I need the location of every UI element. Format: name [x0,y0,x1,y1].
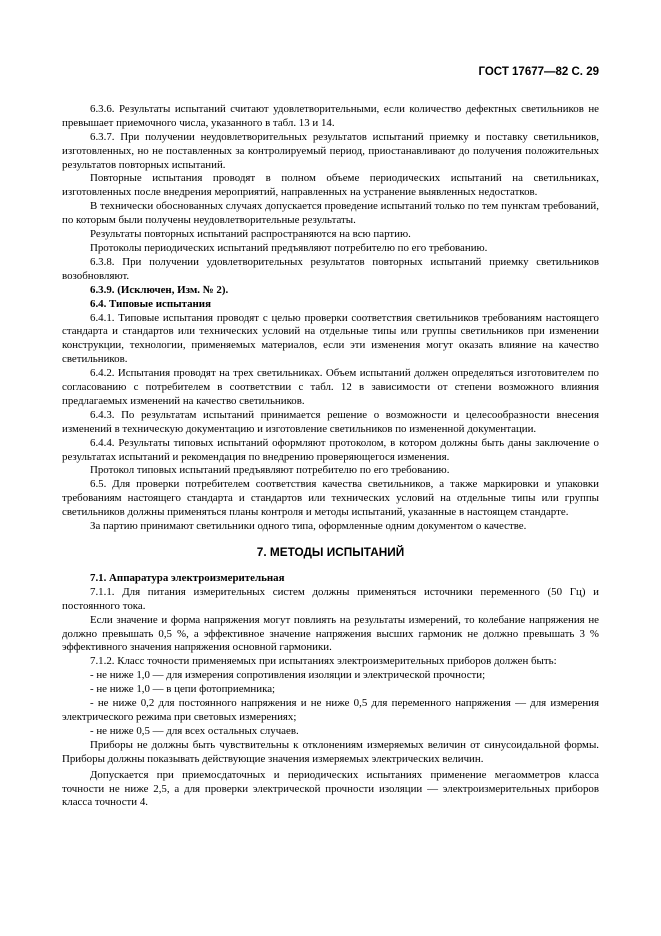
paragraph-instruments: Приборы не должны быть чувствительны к отклонениям измеряемых величин от синусоидальной формы. Приборы должны показывать действующие значения измеряемых электрических величин. [62,738,599,765]
list-item: - не ниже 0,5 — для всех остальных случаев. [90,724,299,737]
paragraph-6-4-3: 6.4.3. По результатам испытаний принимается решение о возможности и целесообразности внесения изменений в техническую документацию и изготовление светильников по измененной документации. [62,408,599,435]
section-7-title: 7. МЕТОДЫ ИСПЫТАНИЙ [256,545,405,559]
paragraph-6-3-6: 6.3.6. Результаты испытаний считают удовлетворительными, если количество дефектных светильников не превышает приемочного числа, указанного в табл. 13 и 14. [62,102,599,129]
paragraph-justified-cases: В технически обоснованных случаях допускается проведение испытаний только по тем пунктам требований, по которым были получены неудовлетворительные результаты. [62,200,599,227]
paragraph-6-4-1: 6.4.1. Типовые испытания проводят с целью проверки соответствия светильников требованиям настоящего стандарта и стандартов или технических условий на отдельные типы или группы светильников при изменении конструкции, технологии, применяемых материалов, если эти изменения могут оказать влияние на качество светильников. [62,311,599,366]
paragraph-7-1-1: 7.1.1. Для питания измерительных систем должны применяться источники переменного (50 Гц) и постоянного тока. [62,585,599,612]
paragraph-results-apply: Результаты повторных испытаний распространяются на всю партию. [90,228,411,241]
paragraph-protocols: Протоколы периодических испытаний предъявляют потребителю по его требованию. [90,241,488,254]
paragraph-7-1-2: 7.1.2. Класс точности применяемых при испытаниях электроизмерительных приборов должен быть: [90,655,557,668]
list-item: - не ниже 0,2 для постоянного напряжения и не ниже 0,5 для переменного напряжения — для измерения электрического режима при световых измерениях; [62,697,599,723]
paragraph-6-4-2: 6.4.2. Испытания проводят на трех светильниках. Объем испытаний должен определяться изготовителем по согласованию с потребителем в соответствии с табл. 12 в зависимости от степени возможного влияния предлагаемых изменений на качество светильников. [62,367,599,407]
paragraph-6-3-7: 6.3.7. При получении неудовлетворительных результатов испытаний приемку и поставку светильников, изготовленных, но не поставленных за контролируемый период, приостанавливают до получения положительных результатов повторных испытаний. [62,130,599,171]
document-page [62,66,599,810]
list-item: - не ниже 1,0 — в цепи фотоприемника; [90,683,276,696]
accuracy-class-list [62,669,599,739]
paragraph-6-5: 6.5. Для проверки потребителем соответствия качества светильников, а также маркировки и упаковки требованиям настоящего стандарта и стандартов или технических условий на отдельные типы или группы светильников должны применяться планы контроля и методы испытаний, указанные в настоящем стандарте. [62,478,599,519]
paragraph-6-4-4: 6.4.4. Результаты типовых испытаний оформляют протоколом, в котором должны быть даны заключение о результатах испытаний и рекомендация по внедрению проверяющегося изменения. [62,436,599,463]
paragraph-voltage: Если значение и форма напряжения могут повлиять на результаты измерений, то колебание напряжения не должно превышать 0,5 %, а эффективное значение напряжения высших гармоник не должно превышать 3 % эффективного значения напряжения основной гармоники. [62,613,599,654]
paragraph-6-3-8: 6.3.8. При получении удовлетворительных результатов повторных испытаний приемку светильников возобновляют. [62,255,599,282]
paragraph-repeat-tests: Повторные испытания проводят в полном объеме периодических испытаний на светильниках, изготовленных после внедрения мероприятий, направленных на устранение выявленных недостатков. [62,172,599,199]
subsection-7-1-title: 7.1. Аппаратура электроизмерительная [90,571,285,584]
page-header: ГОСТ 17677—82 С. 29 [478,66,599,78]
paragraph-6-3-9: 6.3.9. (Исключен, Изм. № 2). [90,283,229,296]
subsection-6-4-title: 6.4. Типовые испытания [90,297,211,310]
paragraph-batch: За партию принимают светильники одного типа, оформленные одним документом о качестве. [90,520,527,533]
paragraph-megohmmeters: Допускается при приемосдаточных и периодических испытаниях применение мегаомметров класса точности не ниже 2,5, а для проверки электрической прочности изоляции — электроизмерительных приборов класса точности 4. [62,768,599,809]
paragraph-type-protocol: Протокол типовых испытаний предъявляют потребителю по его требованию. [90,464,450,477]
list-item: - не ниже 1,0 — для измерения сопротивления изоляции и электрической прочности; [90,669,486,682]
